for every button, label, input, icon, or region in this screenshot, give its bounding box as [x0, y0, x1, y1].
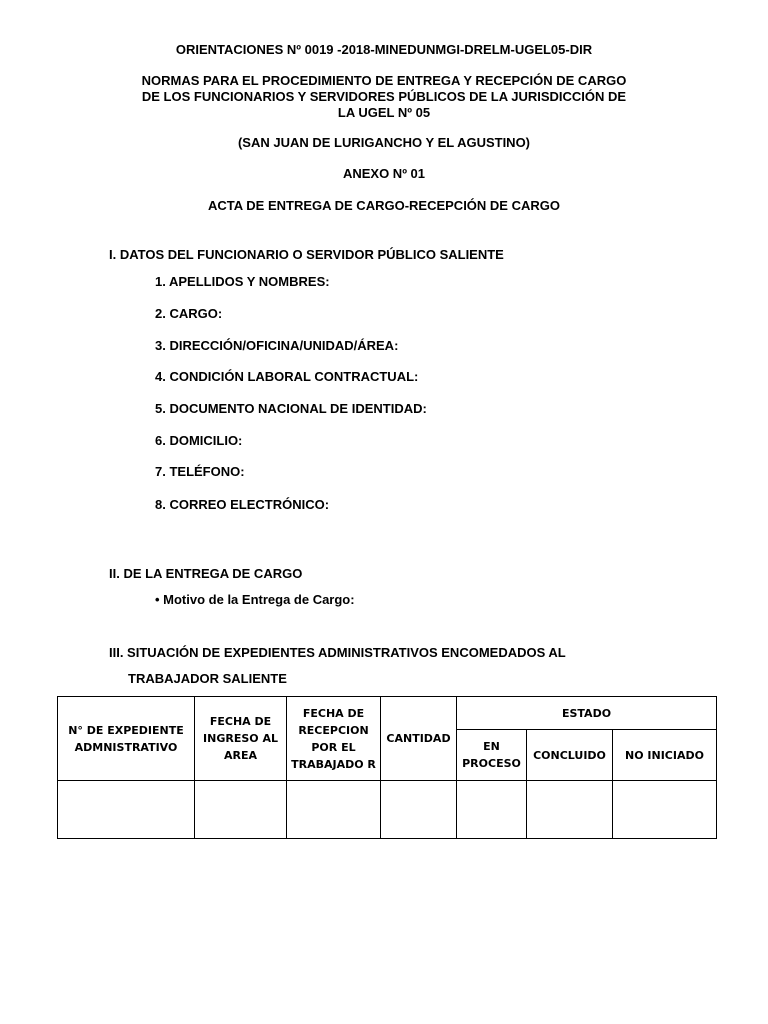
section-3-title-line-1: III. SITUACIÓN DE EXPEDIENTES ADMINISTRATIVOS ENCOMEDADOS AL — [109, 645, 566, 660]
field-phone: 7. TELÉFONO: — [155, 464, 245, 479]
cell-file-number[interactable] — [58, 781, 195, 839]
cell-in-progress[interactable] — [457, 781, 527, 839]
handover-reason: • Motivo de la Entrega de Cargo: — [155, 592, 355, 607]
cell-completed[interactable] — [527, 781, 613, 839]
annex-number: ANEXO Nº 01 — [342, 166, 426, 181]
header-status-not-started: NO INICIADO — [613, 730, 717, 781]
cell-not-started[interactable] — [613, 781, 717, 839]
files-table — [57, 696, 717, 839]
header-entry-date: FECHA DE INGRESO AL AREA — [195, 697, 287, 781]
jurisdiction: (SAN JUAN DE LURIGANCHO Y EL AGUSTINO) — [237, 135, 531, 150]
section-3-title-line-2: TRABAJADOR SALIENTE — [128, 671, 287, 686]
field-office: 3. DIRECCIÓN/OFICINA/UNIDAD/ÁREA: — [155, 338, 399, 353]
cell-quantity[interactable] — [381, 781, 457, 839]
section-1-title: I. DATOS DEL FUNCIONARIO O SERVIDOR PÚBLICO SALIENTE — [109, 247, 504, 262]
field-position: 2. CARGO: — [155, 306, 223, 321]
field-names: 1. APELLIDOS Y NOMBRES: — [155, 274, 330, 289]
title-line-2: DE LOS FUNCIONARIOS Y SERVIDORES PÚBLICOS DE LA JURISDICCIÓN DE — [141, 89, 627, 104]
header-status: ESTADO — [457, 697, 717, 730]
title-line-3: LA UGEL Nº 05 — [337, 105, 431, 120]
cell-reception-date[interactable] — [287, 781, 381, 839]
document-reference: ORIENTACIONES Nº 0019 -2018-MINEDUNMGI-DRELM-UGEL05-DIR — [175, 42, 593, 57]
section-2-title: II. DE LA ENTREGA DE CARGO — [109, 566, 303, 581]
field-dni: 5. DOCUMENTO NACIONAL DE IDENTIDAD: — [155, 401, 427, 416]
act-title: ACTA DE ENTREGA DE CARGO-RECEPCIÓN DE CARGO — [208, 198, 560, 213]
title-line-1: NORMAS PARA EL PROCEDIMIENTO DE ENTREGA Y RECEPCIÓN DE CARGO — [141, 73, 627, 88]
field-employment: 4. CONDICIÓN LABORAL CONTRACTUAL: — [155, 369, 419, 384]
header-reception-date: FECHA DE RECEPCION POR EL TRABAJADO R — [287, 697, 381, 781]
header-status-completed: CONCLUIDO — [527, 730, 613, 781]
cell-entry-date[interactable] — [195, 781, 287, 839]
header-file-number: N° DE EXPEDIENTE ADMNISTRATIVO — [58, 697, 195, 781]
header-quantity: CANTIDAD — [381, 697, 457, 781]
table-row — [58, 781, 717, 839]
header-status-in-progress: EN PROCESO — [457, 730, 527, 781]
field-address: 6. DOMICILIO: — [155, 433, 243, 448]
field-email: 8. CORREO ELECTRÓNICO: — [155, 497, 330, 512]
